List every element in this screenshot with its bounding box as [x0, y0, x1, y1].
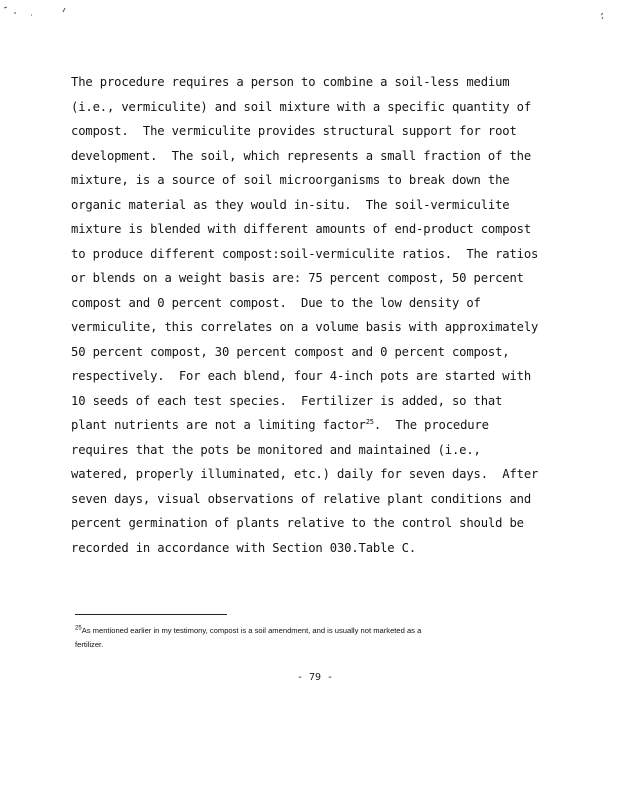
page-number: - 79 - — [296, 672, 334, 683]
body-line: seven days, visual observations of relative plant conditions and — [71, 491, 531, 506]
body-line: respectively. For each blend, four 4-inch pots are started with — [71, 369, 531, 383]
footnote-line — [75, 624, 575, 638]
footnote-line: fertilizer. — [75, 640, 104, 649]
body-paragraph — [71, 70, 571, 560]
body-line: recorded in accordance with Section 030.Table C. — [71, 540, 416, 555]
body-line: 10 seeds of each test species. Fertilizer is added, so that — [71, 393, 503, 408]
body-line: vermiculite, this correlates on a volume basis with approximately — [71, 320, 539, 334]
footnote-reference: 25 — [365, 417, 374, 426]
body-line: compost. The vermiculite provides structural support for root — [71, 124, 517, 138]
body-line: percent germination of plants relative to the control should be — [71, 516, 524, 530]
body-line: (i.e., vermiculite) and soil mixture with a specific quantity of — [71, 99, 531, 114]
body-line: 50 percent compost, 30 percent compost and 0 percent compost, — [71, 344, 510, 359]
body-line: mixture is blended with different amounts of end-product compost — [71, 222, 531, 236]
scan-speck-marks — [0, 0, 637, 40]
body-line-with-footnote-ref — [71, 413, 571, 438]
body-line: organic material as they would in-situ. The soil-vermiculite — [71, 197, 510, 212]
body-line: or blends on a weight basis are: 75 percent compost, 50 percent — [71, 271, 524, 285]
body-line: to produce different compost:soil-vermiculite ratios. The ratios — [71, 246, 539, 261]
body-line: development. The soil, which represents a small fraction of the — [71, 148, 531, 163]
body-line: compost and 0 percent compost. Due to the low density of — [71, 295, 481, 310]
body-line-text: plant nutrients are not a limiting factor — [71, 418, 366, 432]
body-line-tail: . The procedure — [373, 418, 489, 432]
footnote — [75, 624, 575, 652]
footnote-divider — [75, 614, 227, 615]
footnote-number: 25 — [75, 625, 82, 632]
body-line: The procedure requires a person to combine a soil-less medium — [71, 75, 510, 89]
body-line: requires that the pots be monitored and maintained (i.e., — [71, 442, 481, 457]
body-line: watered, properly illuminated, etc.) daily for seven days. After — [71, 467, 539, 481]
footnote-text: As mentioned earlier in my testimony, compost is a soil amendment, and is usually not marketed as a — [81, 626, 422, 635]
body-line: mixture, is a source of soil microorganisms to break down the — [71, 173, 510, 187]
